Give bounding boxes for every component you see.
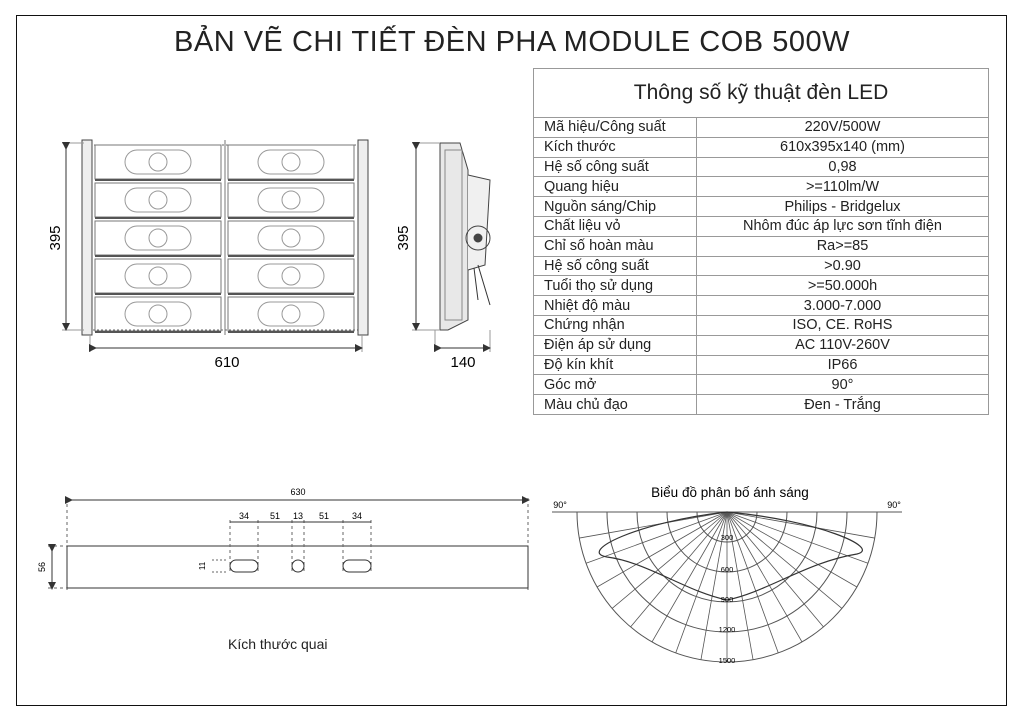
spec-key: Điện áp sử dụng (534, 335, 697, 355)
spec-value: Ra>=85 (697, 236, 989, 256)
side-depth-label: 140 (450, 354, 476, 371)
polar-caption: Biểu đồ phân bố ánh sáng (651, 485, 809, 500)
side-height-label: 395 (395, 225, 412, 251)
polar-ring-300: 300 (720, 533, 734, 542)
led-module (95, 297, 221, 332)
spec-value: >=50.000h (697, 276, 989, 296)
spec-value: 3.000-7.000 (697, 296, 989, 316)
spec-value: 220V/500W (697, 118, 989, 138)
spec-key: Chỉ số hoàn màu (534, 236, 697, 256)
light-distribution-curve (599, 512, 862, 600)
spec-key: Góc mở (534, 375, 697, 395)
spec-key: Nhiệt độ màu (534, 296, 697, 316)
bracket-seg-3: 13 (292, 511, 304, 521)
front-height-label: 395 (47, 225, 64, 251)
spec-key: Độ kín khít (534, 355, 697, 375)
front-view (62, 140, 368, 352)
led-module (95, 221, 221, 256)
spec-value: IP66 (697, 355, 989, 375)
spec-value: 0,98 (697, 157, 989, 177)
led-module (95, 183, 221, 218)
polar-ring-1200: 1200 (718, 625, 736, 634)
spec-key: Hệ số công suất (534, 256, 697, 276)
spec-key: Kích thước (534, 137, 697, 157)
led-module (228, 297, 354, 332)
bracket-seg-5: 34 (351, 511, 363, 521)
led-module (228, 145, 354, 180)
polar-ring-600: 600 (720, 565, 734, 574)
spec-value: AC 110V-260V (697, 335, 989, 355)
side-view (412, 143, 490, 352)
spec-value: Đen - Trắng (697, 395, 989, 415)
bracket-caption: Kích thước quai (228, 636, 328, 652)
bracket-slot-label: 11 (198, 561, 207, 571)
bracket-height-label: 56 (37, 561, 47, 573)
spec-key: Tuổi thọ sử dụng (534, 276, 697, 296)
spec-key: Hệ số công suất (534, 157, 697, 177)
polar-ring-1500: 1500 (718, 656, 736, 665)
spec-key: Quang hiệu (534, 177, 697, 197)
led-module (95, 145, 221, 180)
page-title: BẢN VẼ CHI TIẾT ĐÈN PHA MODULE COB 500W (174, 26, 850, 58)
polar-right-angle: 90° (887, 500, 901, 510)
spec-value: Philips - Bridgelux (697, 197, 989, 217)
spec-key: Màu chủ đạo (534, 395, 697, 415)
led-module (228, 183, 354, 218)
spec-table-heading: Thông số kỹ thuật đèn LED (534, 69, 989, 118)
spec-value: 610x395x140 (mm) (697, 137, 989, 157)
spec-key: Chất liệu vỏ (534, 216, 697, 236)
bracket-seg-1: 34 (238, 511, 250, 521)
spec-key: Nguồn sáng/Chip (534, 197, 697, 217)
spec-value: >0.90 (697, 256, 989, 276)
spec-value: >=110lm/W (697, 177, 989, 197)
bracket-seg-4: 51 (318, 511, 330, 521)
polar-left-angle: 90° (553, 500, 567, 510)
bracket-drawing (48, 498, 528, 590)
polar-ring-900: 900 (720, 595, 734, 604)
spec-value: 90° (697, 375, 989, 395)
led-module (228, 221, 354, 256)
spec-key: Mã hiệu/Công suất (534, 118, 697, 138)
spec-value: Nhôm đúc áp lực sơn tĩnh điện (697, 216, 989, 236)
spec-key: Chứng nhận (534, 315, 697, 335)
bracket-total-label: 630 (290, 487, 306, 497)
led-module (228, 259, 354, 294)
front-width-label: 610 (214, 354, 240, 371)
bracket-seg-2: 51 (269, 511, 281, 521)
led-module (95, 259, 221, 294)
spec-value: ISO, CE. RoHS (697, 315, 989, 335)
